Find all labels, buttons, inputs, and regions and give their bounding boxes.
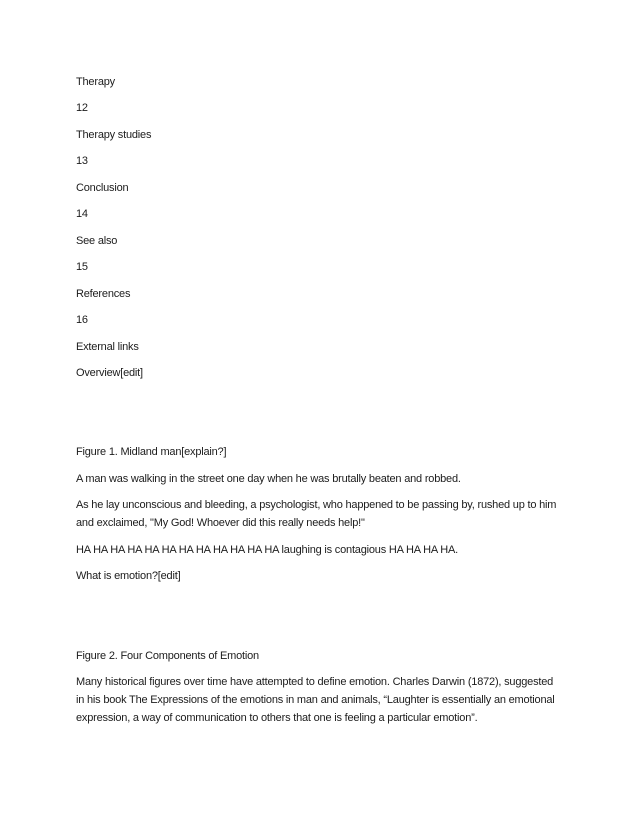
toc-item-external-links: External links (76, 341, 139, 353)
toc-number-13: 13 (76, 155, 88, 167)
paragraph: A man was walking in the street one day when he was brutally beaten and robbed. (76, 473, 461, 485)
paragraph-line: in his book The Expressions of the emotions in man and animals, “Laughter is essentially an emotional (76, 694, 555, 706)
toc-number-16: 16 (76, 314, 88, 326)
paragraph-line: and exclaimed, "My God! Whoever did this really needs help!" (76, 517, 365, 529)
toc-item-therapy-studies: Therapy studies (76, 129, 152, 141)
toc-item-see-also: See also (76, 235, 118, 247)
paragraph-line: As he lay unconscious and bleeding, a psychologist, who happened to be passing by, rushed up to him (76, 499, 557, 511)
paragraph: HA HA HA HA HA HA HA HA HA HA HA HA laughing is contagious HA HA HA HA. (76, 544, 458, 556)
paragraph-line: expression, a way of communication to others that one is feeling a particular emotion”. (76, 712, 478, 724)
figure-2-caption: Figure 2. Four Components of Emotion (76, 650, 259, 662)
toc-number-14: 14 (76, 208, 88, 220)
toc-item-conclusion: Conclusion (76, 182, 129, 194)
toc-item-references: References (76, 288, 131, 300)
overview-heading: Overview[edit] (76, 367, 143, 379)
toc-number-15: 15 (76, 261, 88, 273)
toc-item-therapy: Therapy (76, 76, 115, 88)
paragraph-line: Many historical figures over time have attempted to define emotion. Charles Darwin (1872), suggested (76, 676, 554, 688)
emotion-heading: What is emotion?[edit] (76, 570, 181, 582)
toc-number-12: 12 (76, 102, 88, 114)
figure-1-caption: Figure 1. Midland man[explain?] (76, 446, 227, 458)
